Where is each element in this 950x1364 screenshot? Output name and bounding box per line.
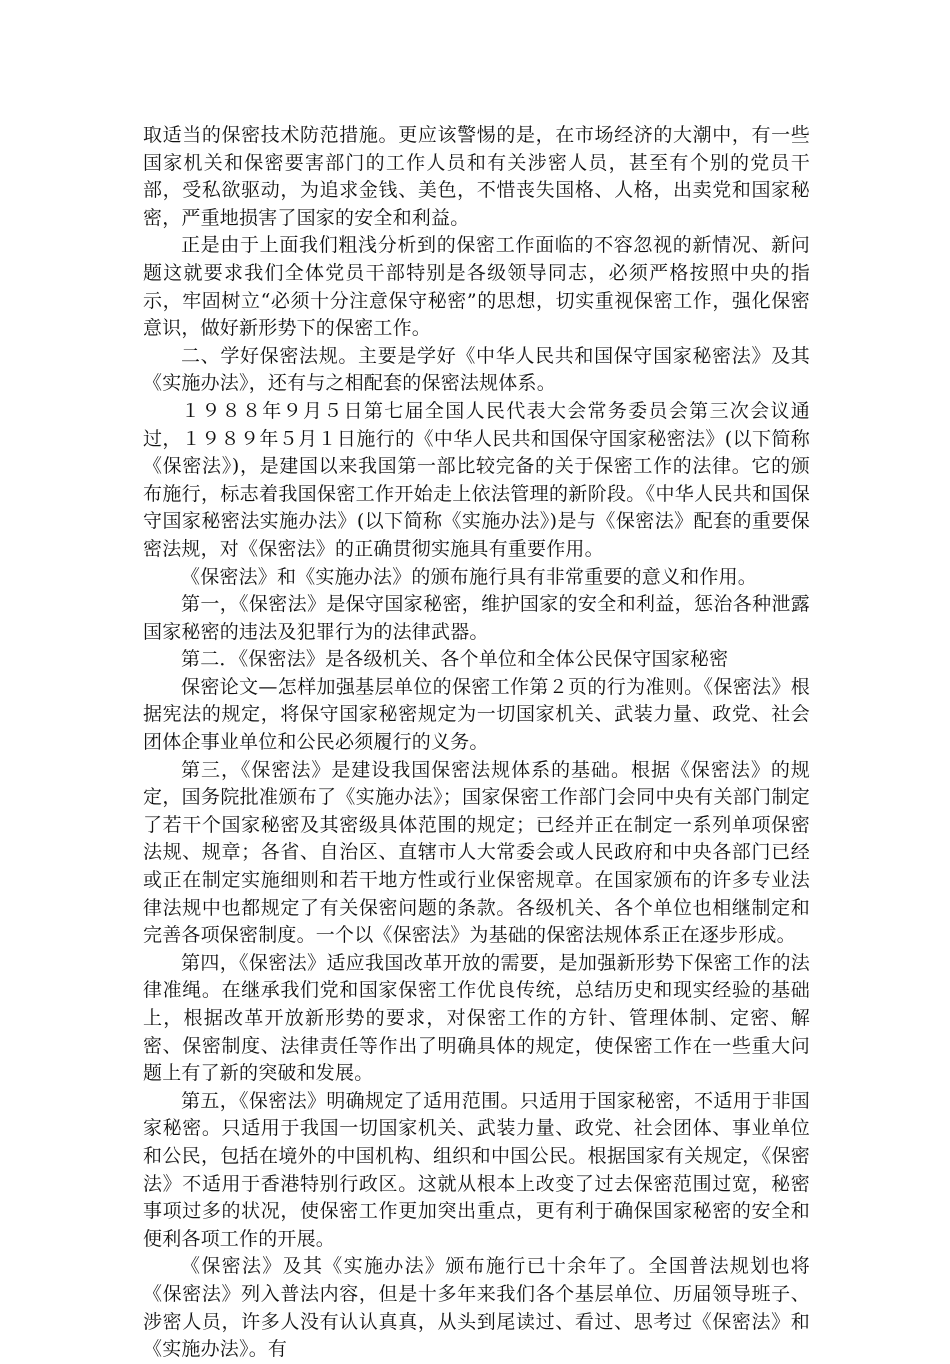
document-body — [143, 122, 810, 1364]
paragraph: １９８８年９月５日第七届全国人民代表大会常务委员会第三次会议通过，１９８９年５月１日施行的《中华人民共和国保守国家秘密法》(以下简称《保密法》)，是建国以来我国第一部比较完备的关于保密工作的法律。它的颁布施行，标志着我国保密工作开始走上依法管理的新阶段。《中华人民共和国保守国家秘密法实施办法》(以下简称《实施办法》)是与《保密法》配套的重要保密法规，对《保密法》的正确贯彻实施具有重要作用。 — [143, 399, 810, 560]
paragraph: 第四，《保密法》适应我国改革开放的需要，是加强新形势下保密工作的法律准绳。在继承我们党和国家保密工作优良传统，总结历史和现实经验的基础上，根据改革开放新形势的要求，对保密工作的方针、管理体制、定密、解密、保密制度、法律责任等作出了明确具体的规定，使保密工作在一些重大问题上有了新的突破和发展。 — [143, 951, 810, 1085]
paragraph: 第五，《保密法》明确规定了适用范围。只适用于国家秘密，不适用于非国家秘密。只适用于我国一切国家机关、武装力量、政党、社会团体、事业单位和公民，包括在境外的中国机构、组织和中国公民。根据国家有关规定，《保密法》不适用于香港特别行政区。这就从根本上改变了过去保密范围过宽，秘密事项过多的状况，使保密工作更加突出重点，更有利于确保国家秘密的安全和便利各项工作的开展。 — [143, 1089, 810, 1250]
paragraph: 第一，《保密法》是保守国家秘密，维护国家的安全和利益，惩治各种泄露国家秘密的违法及犯罪行为的法律武器。 — [143, 593, 810, 643]
paragraph: 正是由于上面我们粗浅分析到的保密工作面临的不容忽视的新情况、新问题这就要求我们全体党员干部特别是各级领导同志，必须严格按照中央的指示，牢固树立“必须十分注意保守秘密”的思想，切实重视保密工作，强化保密意识，做好新形势下的保密工作。 — [143, 234, 810, 340]
paragraph: 第二．《保密法》是各级机关、各个单位和全体公民保守国家秘密 — [181, 648, 729, 671]
paragraph: 第三，《保密法》是建设我国保密法规体系的基础。根据《保密法》的规定，国务院批准颁布了《实施办法》；国家保密工作部门会同中央有关部门制定了若干个国家秘密及其密级具体范围的规定；已经并正在制定一系列单项保密法规、规章；各省、自治区、直辖市人大常委会或人民政府和中央各部门已经或正在制定实施细则和若干地方性或行业保密规章。在国家颁布的许多专业法律法规中也都规定了有关保密问题的条款。各级机关、各个单位也相继制定和完善各项保密制度。一个以《保密法》为基础的保密法规体系正在逐步形成。 — [143, 758, 810, 947]
paragraph: 《保密法》和《实施办法》的颁布施行具有非常重要的意义和作用。 — [181, 565, 758, 588]
paragraph: 保密论文—怎样加强基层单位的保密工作第２页的行为准则。《保密法》根据宪法的规定，将保守国家秘密规定为一切国家机关、武装力量、政党、社会团体企事业单位和公民必须履行的义务。 — [143, 675, 810, 754]
paragraph: 取适当的保密技术防范措施。更应该警惕的是，在市场经济的大潮中，有一些国家机关和保密要害部门的工作人员和有关涉密人员，甚至有个别的党员干部，受私欲驱动，为追求金钱、美色，不惜丧失国格、人格，出卖党和国家秘密，严重地损害了国家的安全和利益。 — [143, 124, 810, 229]
paragraph: 《保密法》及其《实施办法》颁布施行已十余年了。全国普法规划也将《保密法》列入普法内容，但是十多年来我们各个基层单位、历届领导班子、涉密人员，许多人没有认认真真，从头到尾读过、看过、思考过《保密法》和《实施办法》。有 — [143, 1255, 810, 1361]
paragraph: 二、学好保密法规。主要是学好《中华人民共和国保守国家秘密法》及其《实施办法》，还有与之相配套的保密法规体系。 — [143, 344, 810, 395]
